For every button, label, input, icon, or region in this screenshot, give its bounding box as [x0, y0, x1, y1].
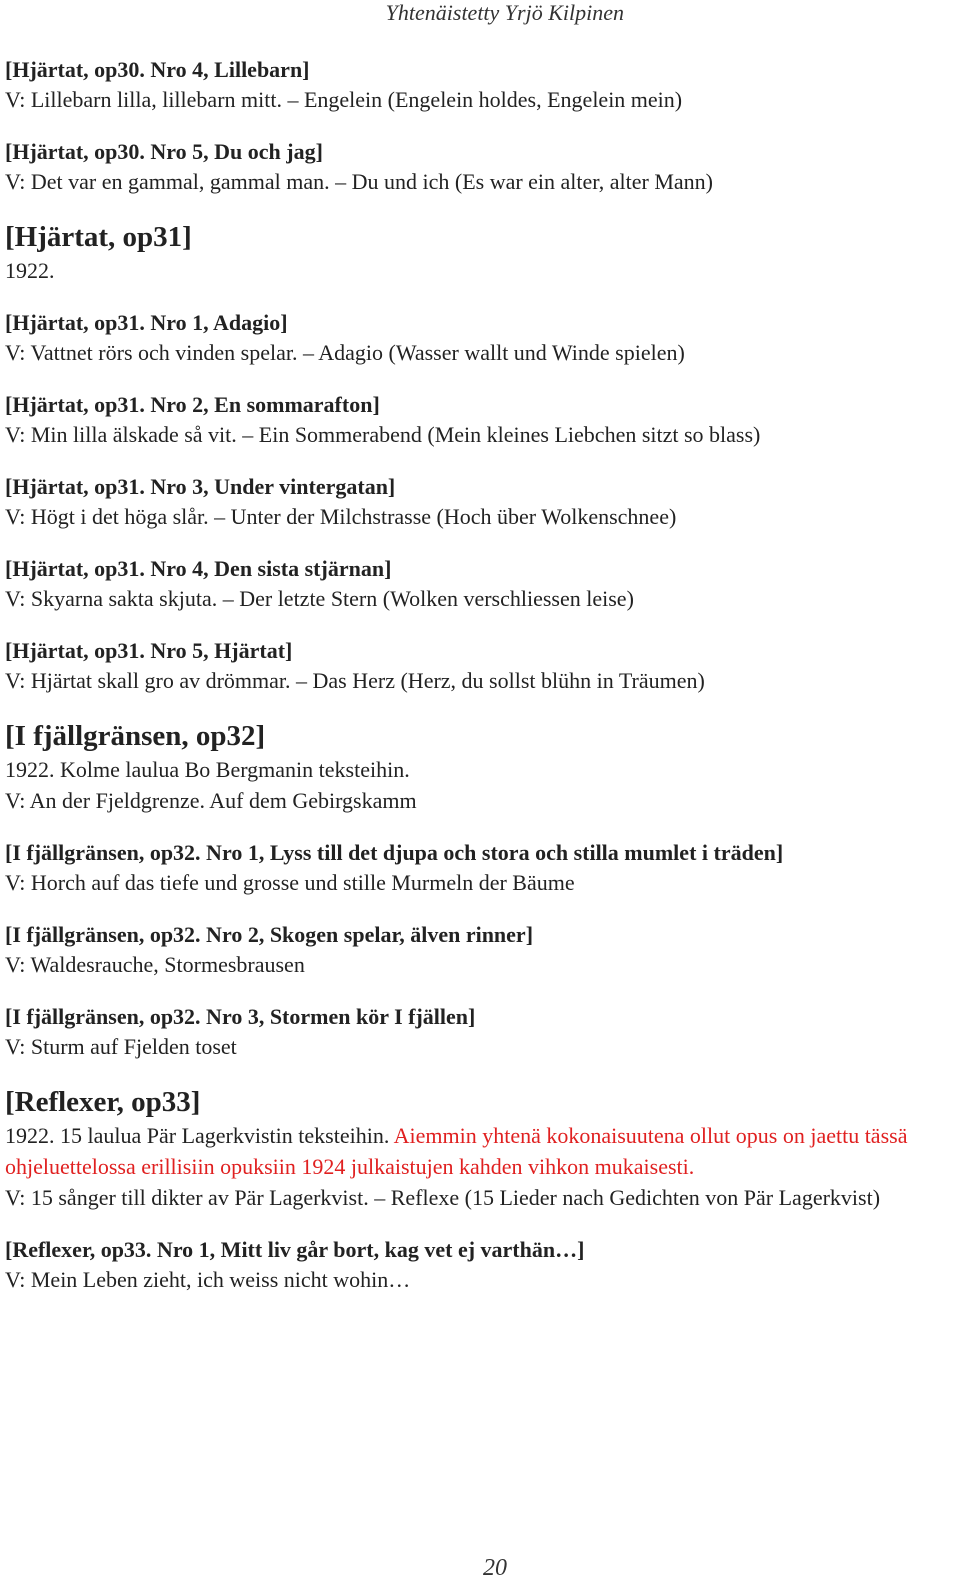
work-info	[5, 1120, 955, 1182]
song-title: [I fjällgränsen, op32. Nro 1, Lyss till det djupa och stora och stilla mumlet i träden]	[5, 840, 784, 865]
work-year: 1922.	[5, 258, 55, 283]
song-entry	[5, 920, 955, 980]
song-title: [I fjällgränsen, op32. Nro 3, Stormen kör I fjällen]	[5, 1004, 476, 1029]
song-title: [Reflexer, op33. Nro 1, Mitt liv går bort, kag vet ej varthän…]	[5, 1237, 585, 1262]
song-entry	[5, 554, 955, 614]
song-title: [Hjärtat, op31. Nro 3, Under vintergatan]	[5, 474, 396, 499]
work-heading-op32	[5, 718, 955, 816]
editorial-note: Aiemmin yhtenä kokonaisuutena ollut opus on jaettu tässä ohjeluettelossa erillisiin opuksiin 1924 julkaistujen kahden vihkon mukaisesti.	[5, 1123, 908, 1179]
work-info: 1922. Kolme laulua Bo Bergmanin teksteihin.	[5, 757, 410, 782]
song-variant: V: Mein Leben zieht, ich weiss nicht wohin…	[5, 1267, 411, 1292]
song-variant: V: Min lilla älskade så vit. – Ein Sommerabend (Mein kleines Liebchen sitzt so blass)	[5, 422, 761, 447]
song-entry	[5, 838, 955, 898]
work-heading-op33	[5, 1084, 955, 1213]
work-variant: V: 15 sånger till dikter av Pär Lagerkvist. – Reflexe (15 Lieder nach Gedichten von Pär Lagerkvist)	[5, 1185, 881, 1210]
song-variant: V: Sturm auf Fjelden toset	[5, 1034, 237, 1059]
song-entry	[5, 636, 955, 696]
song-entry	[5, 55, 955, 115]
work-heading-op31	[5, 219, 955, 286]
song-variant: V: Waldesrauche, Stormesbrausen	[5, 952, 305, 977]
song-entry	[5, 472, 955, 532]
song-title: [Hjärtat, op31. Nro 2, En sommarafton]	[5, 392, 380, 417]
song-entry	[5, 1235, 955, 1295]
work-title: [I fjällgränsen, op32]	[5, 720, 266, 752]
running-header: Yhtenäistetty Yrjö Kilpinen	[385, 0, 624, 25]
song-variant: V: Lillebarn lilla, lillebarn mitt. – Engelein (Engelein holdes, Engelein mein)	[5, 87, 683, 112]
work-title: [Reflexer, op33]	[5, 1086, 201, 1118]
song-title: [Hjärtat, op31. Nro 4, Den sista stjärnan]	[5, 556, 392, 581]
song-variant: V: Hjärtat skall gro av drömmar. – Das Herz (Herz, du sollst blühn in Träumen)	[5, 668, 705, 693]
song-variant: V: Vattnet rörs och vinden spelar. – Adagio (Wasser wallt und Winde spielen)	[5, 340, 685, 365]
page-number: 20	[483, 1555, 507, 1581]
song-title: [Hjärtat, op30. Nro 5, Du och jag]	[5, 139, 323, 164]
song-entry	[5, 1002, 955, 1062]
song-variant: V: Skyarna sakta skjuta. – Der letzte Stern (Wolken verschliessen leise)	[5, 586, 634, 611]
song-entry	[5, 137, 955, 197]
work-title: [Hjärtat, op31]	[5, 221, 192, 253]
song-variant: V: Horch auf das tiefe und grosse und stille Murmeln der Bäume	[5, 870, 575, 895]
song-title: [Hjärtat, op31. Nro 5, Hjärtat]	[5, 638, 293, 663]
song-title: [Hjärtat, op31. Nro 1, Adagio]	[5, 310, 288, 335]
song-variant: V: Det var en gammal, gammal man. – Du und ich (Es war ein alter, alter Mann)	[5, 169, 713, 194]
song-entry	[5, 390, 955, 450]
song-variant: V: Högt i det höga slår. – Unter der Milchstrasse (Hoch über Wolkenschnee)	[5, 504, 677, 529]
song-title: [Hjärtat, op30. Nro 4, Lillebarn]	[5, 57, 310, 82]
page-body	[5, 55, 955, 1317]
work-intro: 1922. 15 laulua Pär Lagerkvistin teksteihin.	[5, 1123, 394, 1148]
song-entry	[5, 308, 955, 368]
work-variant: V: An der Fjeldgrenze. Auf dem Gebirgskamm	[5, 788, 417, 813]
song-title: [I fjällgränsen, op32. Nro 2, Skogen spelar, älven rinner]	[5, 922, 534, 947]
